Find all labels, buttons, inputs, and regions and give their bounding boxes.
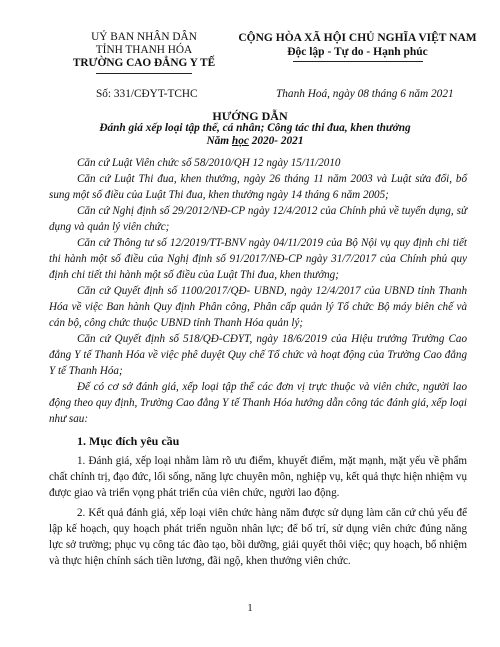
issuer-line-1: UỶ BAN NHÂN DÂN	[91, 31, 197, 43]
subtitle-line-2	[70, 135, 440, 148]
subtitle-underlined-word: học	[231, 135, 249, 147]
subtitle-year-prefix: Năm	[206, 135, 232, 147]
document-date: Thanh Hoá, ngày 08 tháng 6 năm 2021	[276, 88, 454, 100]
motto-underline	[293, 61, 423, 62]
section-paragraph: 2. Kết quả đánh giá, xếp loại viên chức hàng năm được sử dụng làm căn cứ chủ yếu để lập kế hoạch, quy hoạch phát triển nguồn nhân lực; để bố trí, sử dụng viên chức đúng năng lực sở trường; phục vụ công tác đào tạo, bồi dưỡng, giải quyết thôi việc; quy hoạch, bổ nhiệm và thực hiện chính sách tiền lương, đãi ngộ, khen thưởng viên chức.	[49, 507, 467, 567]
legal-basis-item: Căn cứ Nghị định số 29/2012/NĐ-CP ngày 12/4/2012 của Chính phủ về tuyển dụng, sử dụng và quản lý viên chức;	[49, 205, 467, 233]
section-paragraph: 1. Đánh giá, xếp loại nhằm làm rõ ưu điểm, khuyết điểm, mặt mạnh, mặt yếu về phẩm chất chính trị, đạo đức, lối sống, năng lực chuyên môn, nghiệp vụ, kết quả thực hiện nhiệm vụ được giao và triển vọng phát triển của viên chức, người lao động.	[49, 455, 467, 499]
issuer-underline	[96, 73, 192, 74]
legal-basis-item: Để có cơ sở đánh giá, xếp loại tập thể các đơn vị trực thuộc và viên chức, người lao động theo quy định, Trường Cao đẳng Y tế Thanh Hóa hướng dẫn công tác đánh giá, xếp loại như sau:	[49, 381, 467, 425]
national-header	[236, 31, 479, 62]
legal-basis-item: Căn cứ Quyết định số 518/QĐ-CĐYT, ngày 18/6/2019 của Hiệu trưởng Trường Cao đẳng Y tế Thanh Hóa về việc phê duyệt Quy chế Tổ chức và hoạt động của Trường Cao đẳng Y tế Thanh Hóa;	[49, 333, 467, 377]
legal-basis-item: Căn cứ Quyết định số 1100/2017/QĐ- UBND, ngày 12/4/2017 của UBND tỉnh Thanh Hóa về việc Ban hành Quy định Phân công, Phân cấp quản lý Tổ chức Bộ máy biên chế và cán bộ, công chức thuộc UBND tỉnh Thanh Hóa quản lý;	[49, 285, 467, 329]
legal-basis-item: Căn cứ Luật Thi đua, khen thưởng, ngày 26 tháng 11 năm 2003 và Luật sửa đổi, bổ sung một số điều của Luật Thi đua, khen thưởng ngày 14 tháng 6 năm 2005;	[49, 173, 467, 201]
issuer-header	[62, 31, 226, 74]
issuer-line-2: TỈNH THANH HÓA	[95, 44, 193, 56]
document-number: Số: 331/CĐYT-TCHC	[96, 88, 198, 100]
national-motto: Độc lập - Tự do - Hạnh phúc	[287, 46, 428, 58]
section-heading: 1. Mục đích yêu cầu	[77, 434, 180, 448]
subtitle-year: 2020- 2021	[248, 135, 304, 147]
document-subtitle	[70, 122, 440, 148]
document-title: HƯỚNG DẪN	[212, 109, 288, 123]
page-number: 1	[247, 603, 253, 614]
legal-basis-item: Căn cứ Thông tư số 12/2019/TT-BNV ngày 04/11/2019 của Bộ Nội vụ quy định chi tiết thi hành một số điều của Nghị định số 91/2017/NĐ-CP ngày 31/7/2017 của Chính phủ quy định chi tiết thi hành một số điều của Luật Thi đua, khen thưởng;	[49, 237, 467, 281]
legal-basis-item: Căn cứ Luật Viên chức số 58/2010/QH 12 ngày 15/11/2010	[77, 157, 341, 169]
issuer-line-3: TRƯỜNG CAO ĐẲNG Y TẾ	[72, 57, 216, 69]
document-body	[49, 155, 467, 573]
subtitle-line-1: Đánh giá xếp loại tập thể, cá nhân; Công tác thi đua, khen thưởng	[99, 122, 411, 134]
national-title: CỘNG HÒA XÃ HỘI CHỦ NGHĨA VIỆT NAM	[238, 32, 477, 44]
